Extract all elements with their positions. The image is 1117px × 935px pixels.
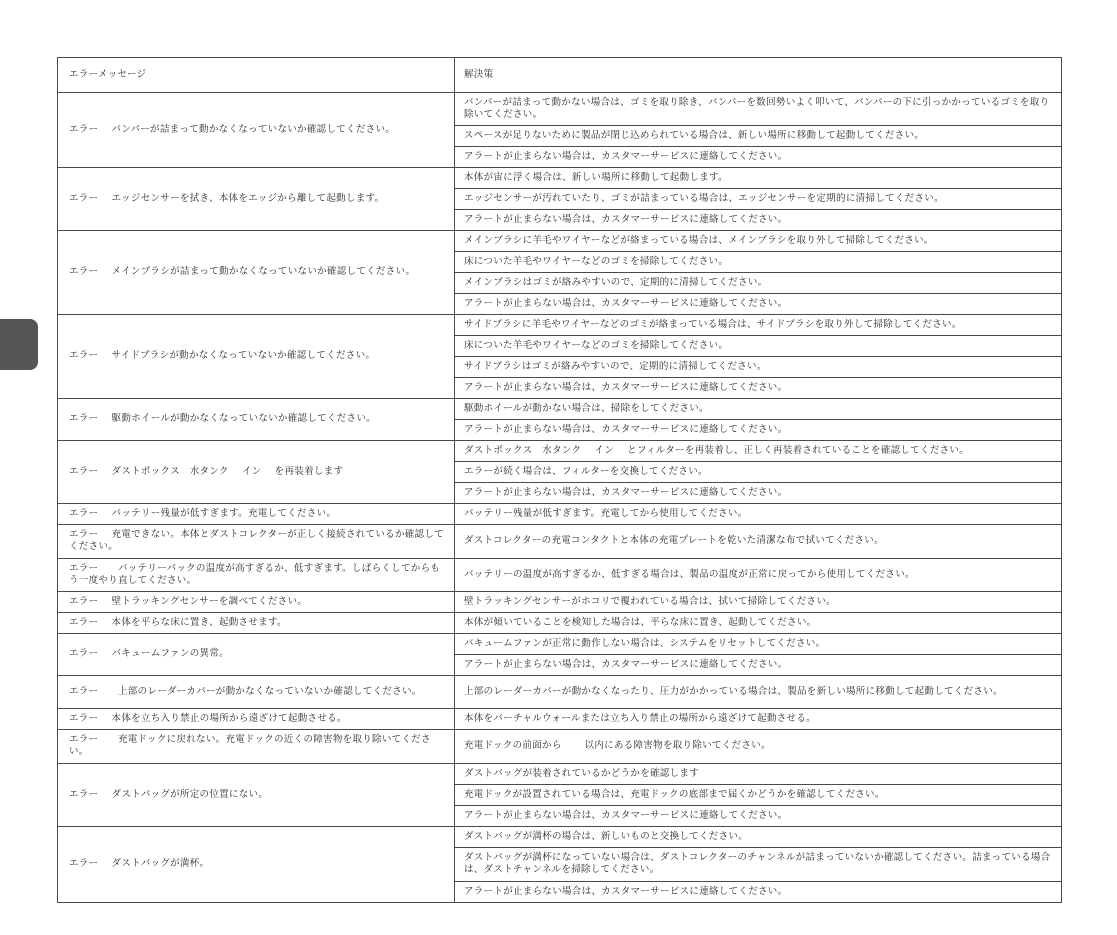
solution-cell: 床についた羊毛やワイヤーなどのゴミを掃除してください。 bbox=[455, 336, 1062, 357]
solution-cell: バッテリー残量が低すぎます。充電してから使用してください。 bbox=[455, 504, 1062, 525]
table-row bbox=[58, 315, 1062, 336]
solution-cell: 本体が宙に浮く場合は、新しい場所に移動して起動します。 bbox=[455, 168, 1062, 189]
error-message-cell: エラー サイドブラシが動かなくなっていないか確認してください。 bbox=[58, 315, 455, 399]
error-message-cell: エラー 上部のレーダーカバーが動かなくなっていないか確認してください。 bbox=[58, 676, 455, 709]
side-tab-marker bbox=[0, 319, 38, 370]
solution-cell: 充電ドックが設置されている場合は、充電ドックの底部まで届くかどうかを確認してください。 bbox=[455, 785, 1062, 806]
table-row bbox=[58, 525, 1062, 559]
table-row bbox=[58, 676, 1062, 709]
solution-cell: アラートが止まらない場合は、カスタマーサービスに連絡してください。 bbox=[455, 882, 1062, 903]
solution-cell: 本体が傾いていることを検知した場合は、平らな床に置き、起動してください。 bbox=[455, 613, 1062, 634]
solution-cell: 本体をバーチャルウォールまたは立ち入り禁止の場所から遠ざけて起動させる。 bbox=[455, 709, 1062, 730]
error-message-cell: エラー バンパーが詰まって動かなくなっていないか確認してください。 bbox=[58, 93, 455, 168]
table-row bbox=[58, 730, 1062, 764]
error-message-cell: エラー ダストバッグが所定の位置にない。 bbox=[58, 764, 455, 827]
solution-cell: バキュームファンが正常に動作しない場合は、システムをリセットしてください。 bbox=[455, 634, 1062, 655]
solution-cell: アラートが止まらない場合は、カスタマーサービスに連絡してください。 bbox=[455, 655, 1062, 676]
solution-cell: アラートが止まらない場合は、カスタマーサービスに連絡してください。 bbox=[455, 147, 1062, 168]
error-message-cell: エラー 本体を平らな床に置き、起動させます。 bbox=[58, 613, 455, 634]
table-row bbox=[58, 399, 1062, 420]
table-row bbox=[58, 231, 1062, 252]
solution-cell: メインブラシに羊毛やワイヤーなどが絡まっている場合は、メインブラシを取り外して掃除してください。 bbox=[455, 231, 1062, 252]
solution-cell: 上部のレーダーカバーが動かなくなったり、圧力がかかっている場合は、製品を新しい場所に移動して起動してください。 bbox=[455, 676, 1062, 709]
solution-cell: アラートが止まらない場合は、カスタマーサービスに連絡してください。 bbox=[455, 420, 1062, 441]
error-message-cell: エラー バキュームファンの異常。 bbox=[58, 634, 455, 676]
solution-cell: バッテリーの温度が高すぎるか、低すぎる場合は、製品の温度が正常に戻ってから使用してください。 bbox=[455, 559, 1062, 592]
table-row bbox=[58, 827, 1062, 848]
table-row bbox=[58, 559, 1062, 592]
table-row bbox=[58, 613, 1062, 634]
error-message-cell: エラー 本体を立ち入り禁止の場所から遠ざけて起動させる。 bbox=[58, 709, 455, 730]
error-message-cell: エラー 充電ドックに戻れない。充電ドックの近くの障害物を取り除いてください。 bbox=[58, 730, 455, 764]
solution-cell: ダストバッグが満杯になっていない場合は、ダストコレクターのチャンネルが詰まっていないか確認してください。詰まっている場合は、ダストチャンネルを掃除してください。 bbox=[455, 848, 1062, 882]
error-table bbox=[57, 57, 1062, 903]
solution-cell: スペースが足りないために製品が閉じ込められている場合は、新しい場所に移動して起動してください。 bbox=[455, 126, 1062, 147]
error-message-cell: エラー ダストバッグが満杯。 bbox=[58, 827, 455, 903]
solution-cell: アラートが止まらない場合は、カスタマーサービスに連絡してください。 bbox=[455, 294, 1062, 315]
solution-cell: サイドブラシに羊毛やワイヤーなどのゴミが絡まっている場合は、サイドブラシを取り外して掃除してください。 bbox=[455, 315, 1062, 336]
table-row bbox=[58, 504, 1062, 525]
solution-cell: メインブラシはゴミが絡みやすいので、定期的に清掃してください。 bbox=[455, 273, 1062, 294]
error-message-cell: エラー 充電できない。本体とダストコレクターが正しく接続されているか確認してください。 bbox=[58, 525, 455, 559]
error-message-cell: エラー バッテリーパックの温度が高すぎるか、低すぎます。しばらくしてからもう一度やり直してください。 bbox=[58, 559, 455, 592]
solution-cell: アラートが止まらない場合は、カスタマーサービスに連絡してください。 bbox=[455, 378, 1062, 399]
solution-cell: ダストバッグが満杯の場合は、新しいものと交換してください。 bbox=[455, 827, 1062, 848]
solution-cell: ダストボックス 水タンク イン とフィルターを再装着し、正しく再装着されていることを確認してください。 bbox=[455, 441, 1062, 462]
error-message-cell: エラー 駆動ホイールが動かなくなっていないか確認してください。 bbox=[58, 399, 455, 441]
solution-cell: バンパーが詰まって動かない場合は、ゴミを取り除き、バンパーを数回勢いよく叩いて、バンパーの下に引っかかっているゴミを取り除いてください。 bbox=[455, 93, 1062, 126]
table-header-row bbox=[58, 58, 1062, 93]
solution-cell: エラーが続く場合は、フィルターを交換してください。 bbox=[455, 462, 1062, 483]
table-row bbox=[58, 93, 1062, 126]
solution-cell: アラートが止まらない場合は、カスタマーサービスに連絡してください。 bbox=[455, 483, 1062, 504]
solution-cell: 壁トラッキングセンサーがホコリで覆われている場合は、拭いて掃除してください。 bbox=[455, 592, 1062, 613]
solution-cell: ダストコレクターの充電コンタクトと本体の充電プレートを乾いた清潔な布で拭いてください。 bbox=[455, 525, 1062, 559]
table-row bbox=[58, 709, 1062, 730]
solution-cell: サイドブラシはゴミが絡みやすいので、定期的に清掃してください。 bbox=[455, 357, 1062, 378]
solution-cell: ダストバッグが装着されているかどうかを確認します bbox=[455, 764, 1062, 785]
solution-cell: 駆動ホイールが動かない場合は、掃除をしてください。 bbox=[455, 399, 1062, 420]
table-row bbox=[58, 168, 1062, 189]
table-row bbox=[58, 592, 1062, 613]
solution-cell: アラートが止まらない場合は、カスタマーサービスに連絡してください。 bbox=[455, 210, 1062, 231]
header-solution: 解決策 bbox=[455, 58, 1062, 93]
error-message-cell: エラー 壁トラッキングセンサーを調べてください。 bbox=[58, 592, 455, 613]
table-row bbox=[58, 441, 1062, 462]
error-message-cell: エラー エッジセンサーを拭き、本体をエッジから離して起動します。 bbox=[58, 168, 455, 231]
header-error-message: エラーメッセージ bbox=[58, 58, 455, 93]
solution-cell: 床についた羊毛やワイヤーなどのゴミを掃除してください。 bbox=[455, 252, 1062, 273]
solution-cell: エッジセンサーが汚れていたり、ゴミが詰まっている場合は、エッジセンサーを定期的に清掃してください。 bbox=[455, 189, 1062, 210]
error-message-cell: エラー メインブラシが詰まって動かなくなっていないか確認してください。 bbox=[58, 231, 455, 315]
solution-cell: アラートが止まらない場合は、カスタマーサービスに連絡してください。 bbox=[455, 806, 1062, 827]
error-message-cell: エラー バッテリー残量が低すぎます。充電してください。 bbox=[58, 504, 455, 525]
error-message-cell: エラー ダストボックス 水タンク イン を再装着します bbox=[58, 441, 455, 504]
solution-cell: 充電ドックの前面から 以内にある障害物を取り除いてください。 bbox=[455, 730, 1062, 764]
table-row bbox=[58, 764, 1062, 785]
table-row bbox=[58, 634, 1062, 655]
